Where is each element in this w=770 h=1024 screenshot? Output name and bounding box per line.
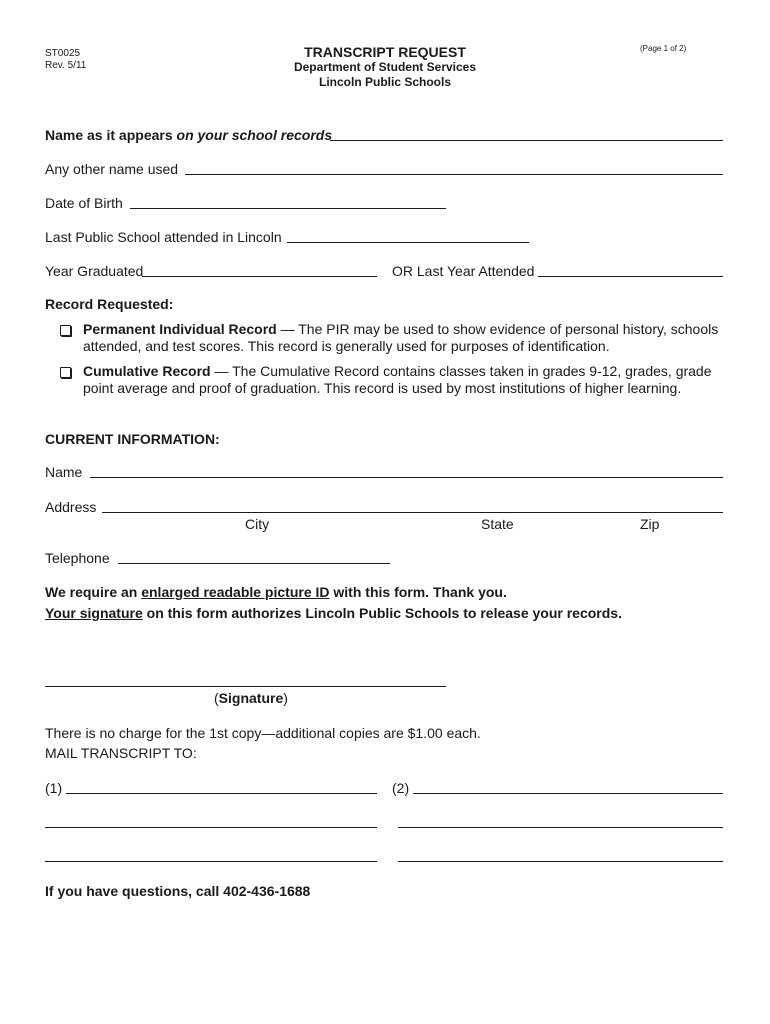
mail-address-2-line-3[interactable] [398,861,723,862]
cumulative-option: Cumulative Record — The Cumulative Record contains classes taken in grades 9-12, grades, grade point average and proof of graduation. This record is used by most institutions of higher learning. [83,363,733,397]
last-school-label: Last Public School attended in Lincoln [45,229,282,245]
cumulative-checkbox[interactable] [60,367,71,378]
form-revision: Rev. 5/11 [45,60,87,71]
mail-address-1-line-3[interactable] [45,861,377,862]
pir-option: Permanent Individual Record — The PIR may be used to show evidence of personal history, schools attended, and test scores. This record is generally used for purposes of identification. [83,321,733,355]
mail-address-1-line-2[interactable] [45,827,377,828]
current-name-field[interactable] [90,477,723,478]
school-records-name-field[interactable] [330,140,723,141]
mail-transcript-label: MAIL TRANSCRIPT TO: [45,745,197,761]
cumulative-title: Cumulative Record [83,363,211,379]
pir-title: Permanent Individual Record [83,321,277,337]
signature-authorization-notice: Your signature on this form authorizes Lincoln Public Schools to release your records. [45,605,622,621]
pir-checkbox[interactable] [60,325,71,336]
dob-field[interactable] [130,208,446,209]
page-title: TRANSCRIPT REQUEST [304,44,466,60]
cumulative-description: point average and proof of graduation. This record is used by most institutions of higher learning. [83,380,682,396]
city-label: City [245,516,270,532]
state-label: State [481,516,514,532]
current-info-heading: CURRENT INFORMATION: [45,431,220,447]
mail-address-2-line-2[interactable] [398,827,723,828]
copy-charge-note: There is no charge for the 1st copy—additional copies are $1.00 each. [45,725,481,741]
year-graduated-label: Year Graduated [45,263,144,279]
last-year-attended-label: OR Last Year Attended [392,263,535,279]
dob-label: Date of Birth [45,195,123,211]
address-field[interactable] [102,512,723,513]
questions-phone: If you have questions, call 402-436-1688 [45,883,311,899]
page-indicator: (Page 1 of 2) [640,44,687,53]
address-1-label: (1) [45,780,63,796]
telephone-field[interactable] [118,563,390,564]
mail-address-1-line-1[interactable] [66,793,377,794]
address-2-label: (2) [392,780,410,796]
other-name-label: Any other name used [45,161,179,177]
telephone-label: Telephone [45,550,110,566]
mail-address-2-line-1[interactable] [413,793,723,794]
other-name-field[interactable] [185,174,723,175]
picture-id-notice: We require an enlarged readable picture ID with this form. Thank you. [45,584,507,600]
record-requested-heading: Record Requested: [45,296,174,312]
district-name: Lincoln Public Schools [318,75,451,89]
last-school-field[interactable] [287,242,529,243]
pir-description: attended, and test scores. This record is generally used for purposes of identification. [83,338,610,354]
signature-field[interactable] [45,686,446,687]
signature-label: (Signature) [214,690,288,706]
school-records-name-label: Name as it appears on your school records [45,127,333,143]
address-label: Address [45,499,97,515]
last-year-attended-field[interactable] [538,276,723,277]
zip-label: Zip [640,516,660,532]
year-graduated-field[interactable] [142,276,377,277]
department-name: Department of Student Services [293,60,477,74]
form-code: ST0025 [45,48,81,59]
current-name-label: Name [45,464,83,480]
